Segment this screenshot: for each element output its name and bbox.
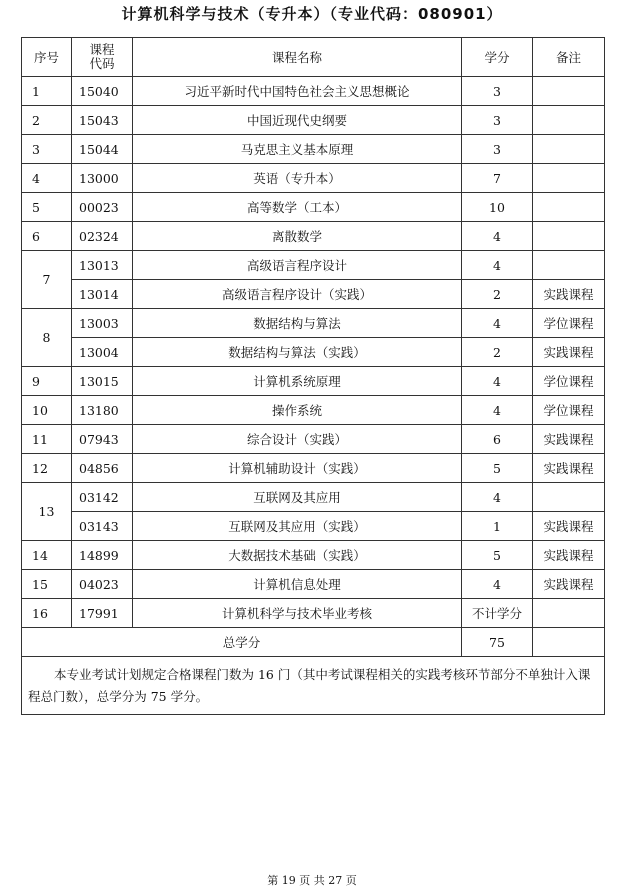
table-row: [22, 193, 605, 222]
header-seq: 序号: [22, 38, 72, 77]
course-name-cell: 计算机系统原理: [133, 367, 462, 396]
course-name-cell: 中国近现代史纲要: [133, 106, 462, 135]
code-cell: 03143: [72, 512, 133, 541]
code-cell: 15044: [72, 135, 133, 164]
remark-cell: 实践课程: [533, 454, 605, 483]
table-row: [22, 338, 605, 367]
remark-cell: [533, 135, 605, 164]
remark-cell: [533, 77, 605, 106]
course-name-cell: 互联网及其应用: [133, 483, 462, 512]
seq-cell: 14: [22, 541, 72, 570]
credit-cell: 5: [462, 454, 533, 483]
table-row: [22, 135, 605, 164]
table-row: [22, 483, 605, 512]
header-code-line1: 课程: [89, 42, 115, 57]
table-row: [22, 106, 605, 135]
page-title: 计算机科学与技术（专升本）（专业代码：080901）: [121, 5, 503, 23]
code-cell: 03142: [72, 483, 133, 512]
table-row: [22, 425, 605, 454]
table-row: [22, 599, 605, 628]
seq-cell: 6: [22, 222, 72, 251]
credit-cell: 4: [462, 396, 533, 425]
code-cell: 13015: [72, 367, 133, 396]
remark-cell: 实践课程: [533, 280, 605, 309]
code-cell: 02324: [72, 222, 133, 251]
page-footer: 第 19 页 共 27 页: [267, 874, 357, 887]
course-name-cell: 数据结构与算法: [133, 309, 462, 338]
course-name-cell: 互联网及其应用（实践）: [133, 512, 462, 541]
code-cell: 04856: [72, 454, 133, 483]
seq-cell: 2: [22, 106, 72, 135]
remark-cell: [533, 251, 605, 280]
course-name-cell: 高等数学（工本）: [133, 193, 462, 222]
table-row: [22, 309, 605, 338]
table-header-row: [22, 38, 605, 77]
remark-cell: 学位课程: [533, 367, 605, 396]
course-name-cell: 计算机信息处理: [133, 570, 462, 599]
code-cell: 07943: [72, 425, 133, 454]
remark-cell: 实践课程: [533, 425, 605, 454]
table-row: [22, 541, 605, 570]
seq-cell: 13: [22, 483, 72, 541]
credit-cell: 1: [462, 512, 533, 541]
note-text: 本专业考试计划规定合格课程门数为 16 门（其中考试课程相关的实践考核环节部分不单独计入课程总门数），总学分为 75 学分。: [28, 667, 591, 704]
course-name-cell: 计算机科学与技术毕业考核: [133, 599, 462, 628]
remark-cell: 实践课程: [533, 570, 605, 599]
seq-cell: 9: [22, 367, 72, 396]
note-row: [22, 657, 605, 715]
code-cell: 04023: [72, 570, 133, 599]
total-row: [22, 628, 605, 657]
course-name-cell: 高级语言程序设计: [133, 251, 462, 280]
seq-cell: 7: [22, 251, 72, 309]
credit-cell: 4: [462, 309, 533, 338]
header-code-line2: 代码: [89, 56, 115, 71]
code-cell: 13004: [72, 338, 133, 367]
table-row: [22, 251, 605, 280]
credit-cell: 2: [462, 280, 533, 309]
code-cell: 13014: [72, 280, 133, 309]
credit-cell: 3: [462, 77, 533, 106]
code-cell: 13003: [72, 309, 133, 338]
credit-cell: 3: [462, 106, 533, 135]
remark-cell: [533, 106, 605, 135]
credit-cell: 4: [462, 570, 533, 599]
credit-cell: 7: [462, 164, 533, 193]
code-cell: 13180: [72, 396, 133, 425]
credit-cell: 6: [462, 425, 533, 454]
course-name-cell: 习近平新时代中国特色社会主义思想概论: [133, 77, 462, 106]
curriculum-table: [21, 37, 605, 715]
course-name-cell: 大数据技术基础（实践）: [133, 541, 462, 570]
table-row: [22, 367, 605, 396]
remark-cell: 学位课程: [533, 309, 605, 338]
table-row: [22, 222, 605, 251]
seq-cell: 10: [22, 396, 72, 425]
seq-cell: 1: [22, 77, 72, 106]
code-cell: 14899: [72, 541, 133, 570]
seq-cell: 4: [22, 164, 72, 193]
code-cell: 13000: [72, 164, 133, 193]
table-row: [22, 512, 605, 541]
credit-cell: 4: [462, 222, 533, 251]
header-code: [72, 38, 133, 77]
remark-cell: [533, 599, 605, 628]
remark-cell: [533, 164, 605, 193]
course-name-cell: 马克思主义基本原理: [133, 135, 462, 164]
remark-cell: [533, 483, 605, 512]
course-name-cell: 计算机辅助设计（实践）: [133, 454, 462, 483]
total-label: 总学分: [22, 628, 462, 657]
code-cell: 00023: [72, 193, 133, 222]
seq-cell: 15: [22, 570, 72, 599]
seq-cell: 16: [22, 599, 72, 628]
credit-cell: 4: [462, 251, 533, 280]
remark-cell: 实践课程: [533, 512, 605, 541]
course-name-cell: 操作系统: [133, 396, 462, 425]
table-row: [22, 280, 605, 309]
total-value: 75: [462, 628, 533, 657]
table-row: [22, 77, 605, 106]
remark-cell: 实践课程: [533, 338, 605, 367]
table-row: [22, 570, 605, 599]
course-name-cell: 综合设计（实践）: [133, 425, 462, 454]
total-remark-cell: [533, 628, 605, 657]
seq-cell: 11: [22, 425, 72, 454]
table-row: [22, 454, 605, 483]
seq-cell: 12: [22, 454, 72, 483]
remark-cell: [533, 193, 605, 222]
seq-cell: 3: [22, 135, 72, 164]
course-name-cell: 离散数学: [133, 222, 462, 251]
credit-cell: 2: [462, 338, 533, 367]
credit-cell: 4: [462, 483, 533, 512]
code-cell: 17991: [72, 599, 133, 628]
credit-cell: 10: [462, 193, 533, 222]
seq-cell: 5: [22, 193, 72, 222]
note-cell: [22, 657, 605, 715]
credit-cell: 不计学分: [462, 599, 533, 628]
code-cell: 13013: [72, 251, 133, 280]
remark-cell: 学位课程: [533, 396, 605, 425]
table-row: [22, 164, 605, 193]
header-remark: 备注: [533, 38, 605, 77]
remark-cell: 实践课程: [533, 541, 605, 570]
course-name-cell: 数据结构与算法（实践）: [133, 338, 462, 367]
header-credit: 学分: [462, 38, 533, 77]
course-name-cell: 英语（专升本）: [133, 164, 462, 193]
credit-cell: 3: [462, 135, 533, 164]
credit-cell: 4: [462, 367, 533, 396]
course-name-cell: 高级语言程序设计（实践）: [133, 280, 462, 309]
code-cell: 15040: [72, 77, 133, 106]
credit-cell: 5: [462, 541, 533, 570]
code-cell: 15043: [72, 106, 133, 135]
table-row: [22, 396, 605, 425]
seq-cell: 8: [22, 309, 72, 367]
remark-cell: [533, 222, 605, 251]
header-name: 课程名称: [133, 38, 462, 77]
